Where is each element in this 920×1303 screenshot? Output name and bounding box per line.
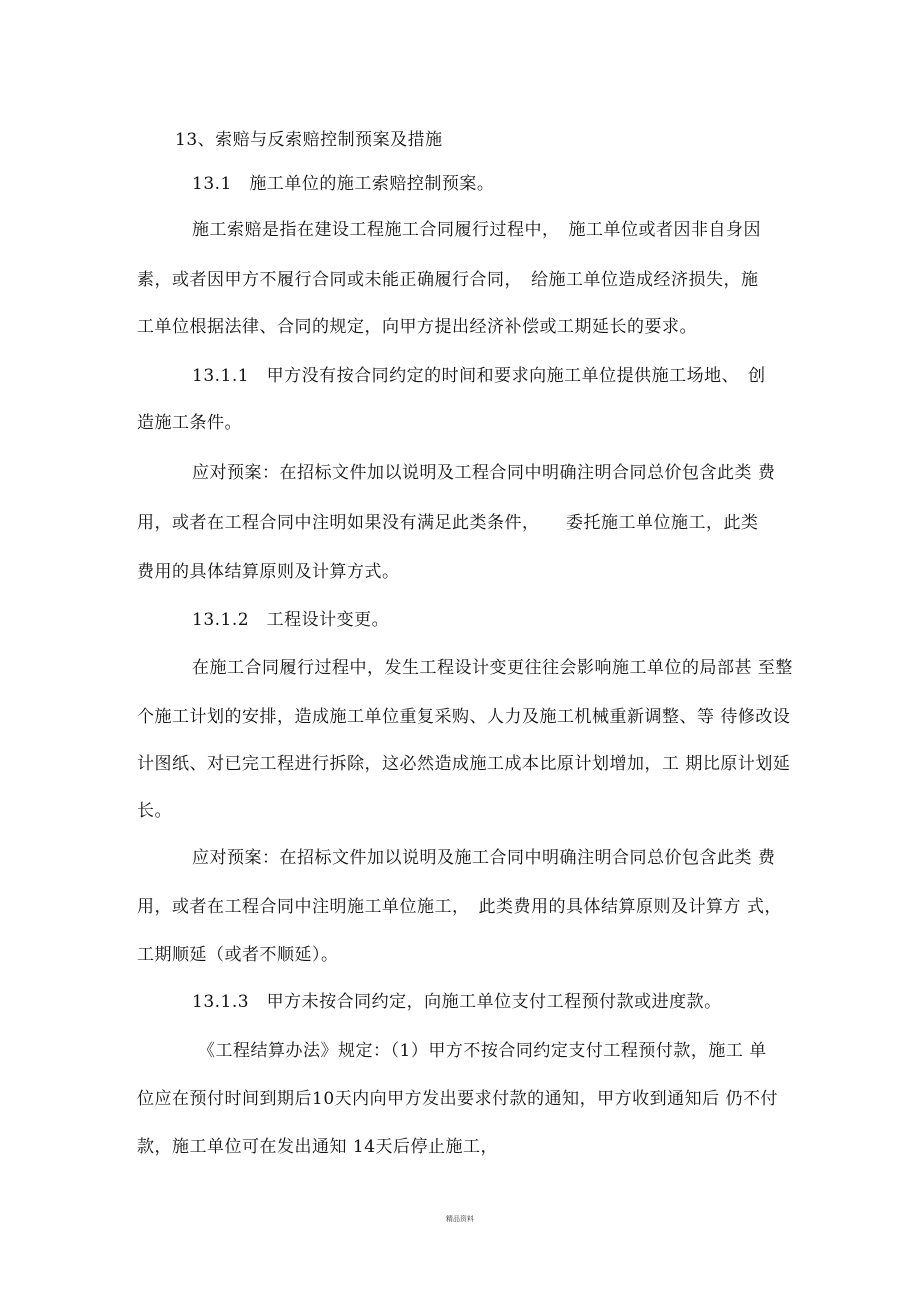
paragraph-line: 造施工条件。 <box>137 413 242 433</box>
paragraph-line: 工单位根据法律、合同的规定，向甲方提出经济补偿或工期延长的要求。 <box>137 317 697 337</box>
paragraph-line: 费用的具体结算原则及计算方式。 <box>137 562 400 582</box>
paragraph-line: 应对预案：在招标文件加以说明及工程合同中明确注明合同总价包含此类 费 <box>192 463 776 483</box>
paragraph-line: 施工索赔是指在建设工程施工合同履行过程中， 施工单位或者因非自身因 <box>192 220 761 240</box>
paragraph-line: 长。 <box>137 801 172 821</box>
subsection-heading-13-1: 13.1 施工单位的施工索赔控制预案。 <box>192 174 495 194</box>
paragraph-line: 用，或者在工程合同中注明施工单位施工， 此类费用的具体结算原则及计算方 式， <box>137 897 782 917</box>
paragraph-line: 工期顺延（或者不顺延）。 <box>137 945 339 965</box>
subsection-heading-13-1-2: 13.1.2 工程设计变更。 <box>192 610 390 630</box>
section-heading-13: 13、索赔与反索赔控制预案及措施 <box>175 130 443 150</box>
subsection-heading-13-1-1: 13.1.1 甲方没有按合同约定的时间和要求向施工单位提供施工场地、 创 <box>192 366 766 386</box>
paragraph-line: 用，或者在工程合同中注明如果没有满足此类条件， 委托施工单位施工，此类 <box>137 513 759 533</box>
paragraph-line: 《工程结算办法》规定：（1）甲方不按合同约定支付工程预付款，施工 单 <box>198 1041 767 1061</box>
paragraph-line: 应对预案：在招标文件加以说明及施工合同中明确注明合同总价包含此类 费 <box>192 848 776 868</box>
paragraph-line: 在施工合同履行过程中，发生工程设计变更往往会影响施工单位的局部甚 至整 <box>192 658 793 678</box>
paragraph-line: 款，施工单位可在发出通知 14天后停止施工， <box>137 1137 499 1157</box>
page-footer: 精品资料 <box>446 1215 474 1223</box>
paragraph-line: 位应在预付时间到期后10天内向甲方发出要求付款的通知，甲方收到通知后 仍不付 <box>137 1089 779 1109</box>
paragraph-line: 计图纸、对已完工程进行拆除，这必然造成施工成本比原计划增加，工 期比原计划延 <box>137 754 791 774</box>
subsection-heading-13-1-3: 13.1.3 甲方未按合同约定，向施工单位支付工程预付款或进度款。 <box>192 992 722 1012</box>
paragraph-line: 个施工计划的安排，造成施工单位重复采购、人力及施工机械重新调整、等 待修改设 <box>137 707 791 727</box>
paragraph-line: 素，或者因甲方不履行合同或未能正确履行合同， 给施工单位造成经济损失，施 <box>137 270 759 290</box>
